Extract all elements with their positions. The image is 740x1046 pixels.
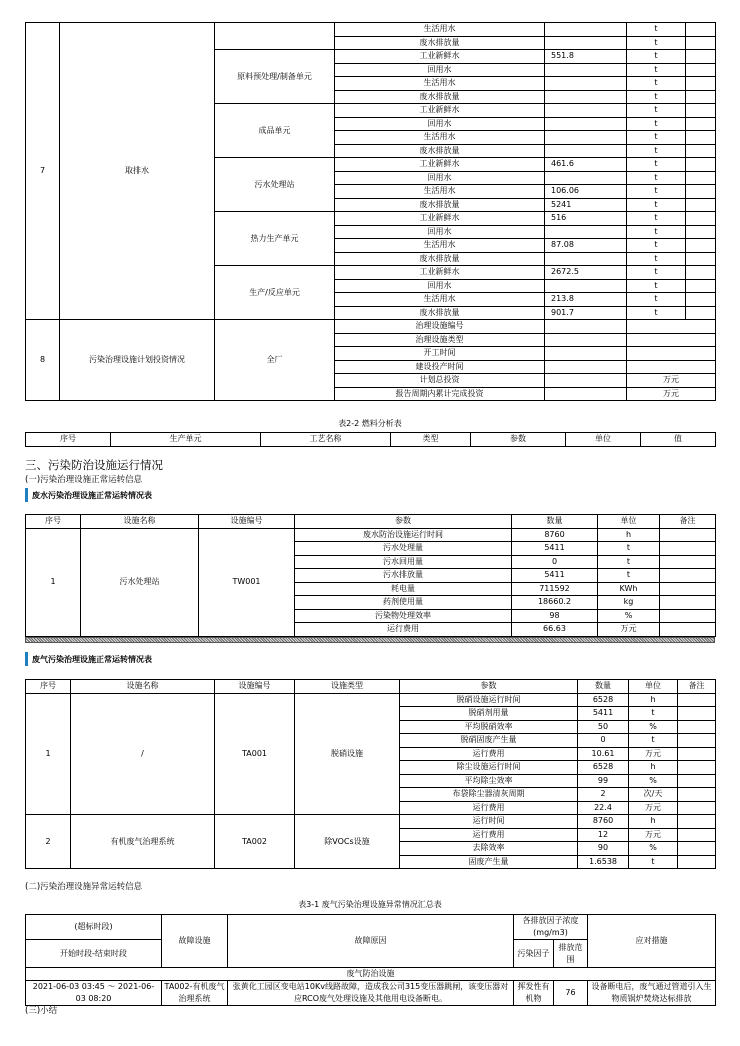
remark-cell [678, 761, 716, 775]
unit-label-cell: t [627, 171, 686, 185]
param-cell: 脱硝固废产生量 [400, 734, 578, 748]
value-cell [545, 104, 627, 118]
unit-label-cell: t [627, 158, 686, 172]
blank-cell [686, 239, 716, 253]
table-row [26, 815, 716, 829]
value-cell: 2672.5 [545, 266, 627, 280]
quantity-cell: 5411 [512, 569, 598, 583]
unit-cell: 万元 [629, 801, 678, 815]
param-cell: 布袋除尘器清灰周期 [400, 788, 578, 802]
item-cell: 回用水 [335, 171, 545, 185]
param-cell: 药剂使用量 [295, 596, 512, 610]
item-cell: 工业新鲜水 [335, 158, 545, 172]
blue-marker [25, 488, 28, 502]
quantity-cell: 99 [578, 774, 629, 788]
param-cell: 平均脱硝效率 [400, 720, 578, 734]
group-row: 废气防治设施 [26, 968, 716, 981]
unit-label-cell: t [627, 198, 686, 212]
blank-cell [686, 225, 716, 239]
blank-cell [686, 117, 716, 131]
param-cell: 脱硝剂用量 [400, 707, 578, 721]
item-cell: 报告周期内累计完成投资 [335, 387, 545, 401]
unit-cell: 次/天 [629, 788, 678, 802]
quantity-cell: 711592 [512, 582, 598, 596]
value-cell [545, 36, 627, 50]
abnormal-fault: TA002-有机废气治理系统 [162, 981, 228, 1006]
quantity-cell: 12 [578, 828, 629, 842]
subsection-normal-title: (一)污染治理设施正常运转信息 [25, 475, 143, 485]
unit-cell: 污水处理站 [215, 158, 335, 212]
unit-label-cell: 万元 [627, 387, 716, 401]
unit-cell: h [629, 815, 678, 829]
item-cell: 生活用水 [335, 185, 545, 199]
item-cell: 生活用水 [335, 293, 545, 307]
header-row [26, 680, 716, 694]
unit-label-cell: t [627, 266, 686, 280]
unit-label-cell: t [627, 279, 686, 293]
remark-cell [678, 693, 716, 707]
column-header: 序号 [26, 680, 71, 694]
item-cell: 治理设施类型 [335, 333, 545, 347]
item-cell: 建设投产时间 [335, 360, 545, 374]
item-cell: 废水排放量 [335, 36, 545, 50]
blank-cell [686, 131, 716, 145]
waste-gas-table [25, 679, 716, 869]
value-cell [545, 374, 627, 388]
quantity-cell: 50 [578, 720, 629, 734]
param-cell: 污水排放量 [295, 569, 512, 583]
header-factor: 污染因子 [514, 940, 554, 968]
header-range: 排放范围 [554, 940, 588, 968]
value-cell [545, 131, 627, 145]
unit-label-cell [627, 347, 716, 361]
unit-cell: 原料预处理/制备单元 [215, 50, 335, 104]
item-cell: 回用水 [335, 225, 545, 239]
facility-name-cell: 污水处理站 [81, 528, 199, 636]
value-cell: 5241 [545, 198, 627, 212]
value-cell: 516 [545, 212, 627, 226]
item-cell: 生活用水 [335, 77, 545, 91]
unit-label-cell: t [627, 131, 686, 145]
value-cell: 461.6 [545, 158, 627, 172]
unit-cell: h [598, 528, 660, 542]
value-cell: 106.06 [545, 185, 627, 199]
column-header: 参数 [471, 433, 566, 447]
column-header: 备注 [678, 680, 716, 694]
subsection-summary-title: (三)小结 [25, 1006, 58, 1016]
blank-cell [686, 158, 716, 172]
abnormal-measure: 设备断电后，废气通过管道引入生物质锅炉焚烧达标排放 [588, 981, 716, 1006]
section-3-title: 三、污染防治设施运行情况 [25, 458, 163, 472]
seq-cell: 2 [26, 815, 71, 869]
blank-cell [686, 212, 716, 226]
remark-cell [678, 855, 716, 869]
item-cell: 废水排放量 [335, 144, 545, 158]
remark-cell [678, 734, 716, 748]
remark-cell [678, 774, 716, 788]
subsection-abnormal-title: (二)污染治理设施异常运转信息 [25, 882, 143, 892]
unit-cell: t [629, 734, 678, 748]
column-header: 单位 [598, 515, 660, 529]
unit-cell: % [598, 609, 660, 623]
blank-cell [686, 279, 716, 293]
item-cell: 治理设施编号 [335, 320, 545, 334]
quantity-cell: 5411 [512, 542, 598, 556]
param-cell: 平均除尘效率 [400, 774, 578, 788]
column-header: 设施编号 [215, 680, 295, 694]
param-cell: 运行费用 [400, 828, 578, 842]
header-fault: 故障设施 [162, 915, 228, 968]
column-header: 设施编号 [199, 515, 295, 529]
unit-label-cell [627, 360, 716, 374]
item-cell: 回用水 [335, 117, 545, 131]
fuel-table-caption: 表2-2 燃料分析表 [338, 419, 402, 428]
param-cell: 去除效率 [400, 842, 578, 856]
param-cell: 固废产生量 [400, 855, 578, 869]
param-cell: 污染物处理效率 [295, 609, 512, 623]
unit-label-cell: t [627, 144, 686, 158]
unit-cell: 生产/反应单元 [215, 266, 335, 320]
unit-cell: 万元 [629, 747, 678, 761]
quantity-cell: 66.63 [512, 623, 598, 637]
unit-cell: t [629, 855, 678, 869]
item-cell: 回用水 [335, 63, 545, 77]
blank-cell [686, 198, 716, 212]
remark-cell [678, 788, 716, 802]
value-cell [545, 90, 627, 104]
value-cell [545, 320, 627, 334]
unit-label-cell [627, 333, 716, 347]
quantity-cell: 18660.2 [512, 596, 598, 610]
unit-label-cell: t [627, 23, 686, 37]
value-cell [545, 333, 627, 347]
seq-cell: 1 [26, 528, 81, 636]
column-header: 参数 [295, 515, 512, 529]
header-row [26, 515, 716, 529]
unit-cell: % [629, 720, 678, 734]
blank-cell [686, 293, 716, 307]
unit-cell: 成品单元 [215, 104, 335, 158]
wastewater-table [25, 514, 716, 637]
blue-marker [25, 652, 28, 666]
abnormal-factor: 挥发性有机物 [514, 981, 554, 1006]
param-cell: 除尘设施运行时间 [400, 761, 578, 775]
unit-label-cell: t [627, 239, 686, 253]
blank-cell [686, 144, 716, 158]
column-header: 数量 [512, 515, 598, 529]
param-cell: 污水回用量 [295, 555, 512, 569]
remark-cell [660, 528, 716, 542]
column-header: 序号 [26, 515, 81, 529]
param-cell: 废水防治设施运行时间 [295, 528, 512, 542]
table-row [26, 23, 716, 37]
blank-cell [686, 23, 716, 37]
value-cell [545, 279, 627, 293]
value-cell [545, 63, 627, 77]
unit-label-cell: t [627, 36, 686, 50]
water-investment-table [25, 22, 716, 401]
quantity-cell: 6528 [578, 693, 629, 707]
unit-cell: % [629, 842, 678, 856]
column-header: 备注 [660, 515, 716, 529]
facility-name-cell: / [71, 693, 215, 815]
table-divider-stripe [25, 637, 715, 643]
value-cell [545, 252, 627, 266]
facility-code-cell: TA001 [215, 693, 295, 815]
unit-label-cell: t [627, 212, 686, 226]
remark-cell [678, 720, 716, 734]
header-reason: 故障原因 [228, 915, 514, 968]
column-header: 生产单元 [111, 433, 261, 447]
abnormal-table-caption: 表3-1 废气污染治理设施异常情况汇总表 [298, 900, 442, 909]
unit-label-cell [627, 320, 716, 334]
unit-cell: kg [598, 596, 660, 610]
param-cell: 运行费用 [400, 747, 578, 761]
remark-cell [678, 801, 716, 815]
blank-cell [686, 90, 716, 104]
facility-type-cell: 除VOCs设施 [295, 815, 400, 869]
value-cell [545, 225, 627, 239]
column-header: 单位 [629, 680, 678, 694]
remark-cell [678, 815, 716, 829]
header-period: (超标时段) [26, 915, 162, 940]
unit-cell: 全厂 [215, 320, 335, 401]
unit-label-cell: t [627, 77, 686, 91]
unit-cell: % [629, 774, 678, 788]
unit-cell: 热力生产单元 [215, 212, 335, 266]
param-cell: 运行费用 [400, 801, 578, 815]
item-cell: 生活用水 [335, 131, 545, 145]
category-cell: 取排水 [60, 23, 215, 320]
remark-cell [660, 609, 716, 623]
value-cell [545, 347, 627, 361]
unit-cell: 万元 [598, 623, 660, 637]
facility-name-cell: 有机废气治理系统 [71, 815, 215, 869]
param-cell: 耗电量 [295, 582, 512, 596]
quantity-cell: 90 [578, 842, 629, 856]
table-row [26, 693, 716, 707]
remark-cell [660, 582, 716, 596]
value-cell [545, 171, 627, 185]
blank-cell [686, 306, 716, 320]
item-cell: 废水排放量 [335, 306, 545, 320]
value-cell [545, 360, 627, 374]
blank-cell [686, 252, 716, 266]
column-header: 序号 [26, 433, 111, 447]
item-cell: 工业新鲜水 [335, 212, 545, 226]
table-row [26, 320, 716, 334]
value-cell: 213.8 [545, 293, 627, 307]
param-cell: 污水处理量 [295, 542, 512, 556]
unit-label-cell: t [627, 104, 686, 118]
blank-cell [686, 63, 716, 77]
item-cell: 生活用水 [335, 239, 545, 253]
waste-gas-table-title: 废气污染治理设施正常运转情况表 [32, 655, 152, 664]
unit-label-cell: t [627, 185, 686, 199]
header-concentration: 各排放因子浓度(mg/m3) [514, 915, 588, 940]
category-cell: 污染治理设施计划投资情况 [60, 320, 215, 401]
unit-label-cell: t [627, 252, 686, 266]
table-row [26, 528, 716, 542]
unit-cell: t [598, 555, 660, 569]
unit-label-cell: t [627, 293, 686, 307]
header-start-end: 开始时段-结束时段 [26, 940, 162, 968]
blank-cell [686, 104, 716, 118]
unit-label-cell: t [627, 50, 686, 64]
unit-cell: t [629, 707, 678, 721]
abnormal-range: 76 [554, 981, 588, 1006]
item-cell: 废水排放量 [335, 90, 545, 104]
abnormal-table [25, 914, 716, 1006]
remark-cell [678, 747, 716, 761]
unit-cell [215, 23, 335, 50]
remark-cell [678, 707, 716, 721]
blank-cell [686, 185, 716, 199]
seq-cell: 8 [26, 320, 60, 401]
unit-label-cell: t [627, 63, 686, 77]
value-cell [545, 117, 627, 131]
header-measure: 应对措施 [588, 915, 716, 968]
item-cell: 开工时间 [335, 347, 545, 361]
blank-cell [686, 266, 716, 280]
unit-label-cell: t [627, 117, 686, 131]
column-header: 参数 [400, 680, 578, 694]
item-cell: 废水排放量 [335, 198, 545, 212]
seq-cell: 1 [26, 693, 71, 815]
column-header: 类型 [391, 433, 471, 447]
unit-cell: 万元 [629, 828, 678, 842]
value-cell [545, 387, 627, 401]
remark-cell [660, 555, 716, 569]
facility-type-cell: 脱硝设施 [295, 693, 400, 815]
facility-code-cell: TA002 [215, 815, 295, 869]
column-header: 值 [641, 433, 716, 447]
quantity-cell: 1.6538 [578, 855, 629, 869]
value-cell: 901.7 [545, 306, 627, 320]
remark-cell [660, 542, 716, 556]
value-cell: 87.08 [545, 239, 627, 253]
blank-cell [686, 171, 716, 185]
column-header: 工艺名称 [261, 433, 391, 447]
unit-label-cell: t [627, 90, 686, 104]
blank-cell [686, 77, 716, 91]
blank-cell [686, 50, 716, 64]
unit-cell: h [629, 761, 678, 775]
param-cell: 脱硝设施运行时间 [400, 693, 578, 707]
quantity-cell: 2 [578, 788, 629, 802]
seq-cell: 7 [26, 23, 60, 320]
unit-label-cell: 万元 [627, 374, 716, 388]
quantity-cell: 98 [512, 609, 598, 623]
unit-cell: t [598, 542, 660, 556]
value-cell: 551.8 [545, 50, 627, 64]
quantity-cell: 8760 [578, 815, 629, 829]
quantity-cell: 0 [512, 555, 598, 569]
abnormal-time: 2021-06-03 03:45 ～ 2021-06-03 08:20 [26, 981, 162, 1006]
column-header: 设施名称 [71, 680, 215, 694]
param-cell: 运行费用 [295, 623, 512, 637]
item-cell: 工业新鲜水 [335, 104, 545, 118]
wastewater-table-title: 废水污染治理设施正常运转情况表 [32, 491, 152, 500]
quantity-cell: 8760 [512, 528, 598, 542]
remark-cell [660, 596, 716, 610]
item-cell: 工业新鲜水 [335, 50, 545, 64]
item-cell: 工业新鲜水 [335, 266, 545, 280]
abnormal-reason: 张黄化工园区变电站10Kv线路故障，造成我公司315变压器跳闸，该变压器对应RCO废气处理设施及其他用电设备断电。 [228, 981, 514, 1006]
item-cell: 回用水 [335, 279, 545, 293]
quantity-cell: 22.4 [578, 801, 629, 815]
facility-code-cell: TW001 [199, 528, 295, 636]
column-header: 数量 [578, 680, 629, 694]
remark-cell [678, 828, 716, 842]
blank-cell [686, 36, 716, 50]
item-cell: 废水排放量 [335, 252, 545, 266]
quantity-cell: 5411 [578, 707, 629, 721]
unit-cell: h [629, 693, 678, 707]
unit-cell: KWh [598, 582, 660, 596]
value-cell [545, 77, 627, 91]
quantity-cell: 6528 [578, 761, 629, 775]
remark-cell [678, 842, 716, 856]
value-cell [545, 144, 627, 158]
param-cell: 运行时间 [400, 815, 578, 829]
column-header: 设施名称 [81, 515, 199, 529]
remark-cell [660, 623, 716, 637]
unit-label-cell: t [627, 306, 686, 320]
unit-cell: t [598, 569, 660, 583]
fuel-analysis-table [25, 432, 716, 447]
quantity-cell: 10.61 [578, 747, 629, 761]
item-cell: 计划总投资 [335, 374, 545, 388]
quantity-cell: 0 [578, 734, 629, 748]
column-header: 设施类型 [295, 680, 400, 694]
remark-cell [660, 569, 716, 583]
column-header: 单位 [566, 433, 641, 447]
item-cell: 生活用水 [335, 23, 545, 37]
value-cell [545, 23, 627, 37]
unit-label-cell: t [627, 225, 686, 239]
